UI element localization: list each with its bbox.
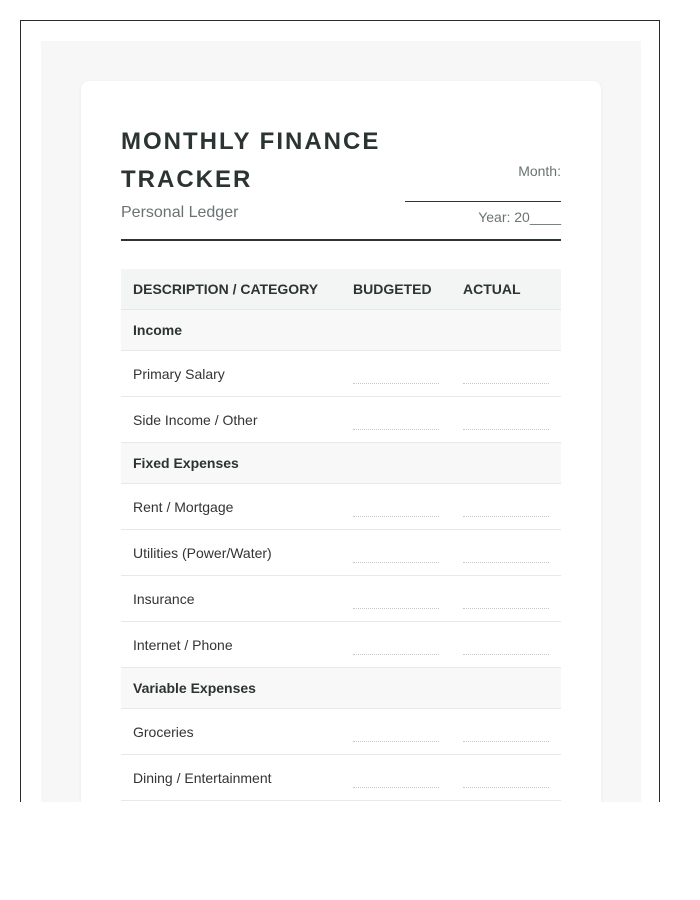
budgeted-cell — [341, 622, 451, 668]
budgeted-cell — [341, 484, 451, 530]
section-row-variable-expenses — [121, 668, 561, 709]
table-row — [121, 530, 561, 576]
actual-cell — [451, 484, 561, 530]
budgeted-entry-line[interactable] — [353, 654, 439, 655]
row-label: Rent / Mortgage — [121, 484, 341, 530]
table-row — [121, 622, 561, 668]
page-subtitle: Personal Ledger — [121, 204, 239, 221]
section-row-fixed-expenses — [121, 443, 561, 484]
actual-cell — [451, 530, 561, 576]
actual-cell — [451, 755, 561, 801]
budgeted-entry-line[interactable] — [353, 608, 439, 609]
budgeted-cell — [341, 576, 451, 622]
actual-entry-line[interactable] — [463, 654, 549, 655]
budgeted-entry-line[interactable] — [353, 787, 439, 788]
section-label: Fixed Expenses — [121, 443, 561, 484]
budgeted-cell — [341, 397, 451, 443]
section-label: Variable Expenses — [121, 668, 561, 709]
row-label: Side Income / Other — [121, 397, 341, 443]
budgeted-entry-line[interactable] — [353, 516, 439, 517]
actual-cell — [451, 351, 561, 397]
actual-entry-line[interactable] — [463, 741, 549, 742]
actual-entry-line[interactable] — [463, 429, 549, 430]
sheet-header — [121, 121, 561, 241]
budgeted-cell — [341, 351, 451, 397]
actual-entry-line[interactable] — [463, 787, 549, 788]
actual-cell — [451, 709, 561, 755]
section-row-income — [121, 310, 561, 351]
table-row — [121, 351, 561, 397]
ledger-table — [121, 269, 561, 801]
actual-cell — [451, 622, 561, 668]
budgeted-cell — [341, 530, 451, 576]
row-label: Dining / Entertainment — [121, 755, 341, 801]
page-backdrop — [41, 41, 641, 802]
column-header-description: DESCRIPTION / CATEGORY — [121, 269, 341, 310]
section-label: Income — [121, 310, 561, 351]
table-row — [121, 397, 561, 443]
row-label: Groceries — [121, 709, 341, 755]
budgeted-entry-line[interactable] — [353, 429, 439, 430]
actual-cell — [451, 576, 561, 622]
table-row — [121, 709, 561, 755]
column-header-budgeted: BUDGETED — [341, 269, 451, 310]
year-label: Year: 20____ — [478, 209, 561, 225]
budgeted-cell — [341, 755, 451, 801]
table-row — [121, 755, 561, 801]
row-label: Primary Salary — [121, 351, 341, 397]
budgeted-cell — [341, 709, 451, 755]
page-frame — [20, 20, 660, 802]
actual-entry-line[interactable] — [463, 562, 549, 563]
budgeted-entry-line[interactable] — [353, 741, 439, 742]
row-label: Utilities (Power/Water) — [121, 530, 341, 576]
budgeted-entry-line[interactable] — [353, 562, 439, 563]
actual-entry-line[interactable] — [463, 608, 549, 609]
budgeted-entry-line[interactable] — [353, 383, 439, 384]
actual-entry-line[interactable] — [463, 516, 549, 517]
row-label: Insurance — [121, 576, 341, 622]
row-label: Internet / Phone — [121, 622, 341, 668]
table-row — [121, 484, 561, 530]
column-header-actual: ACTUAL — [451, 269, 561, 310]
actual-cell — [451, 397, 561, 443]
table-header-row — [121, 269, 561, 310]
month-label: Month: — [518, 163, 561, 179]
table-row — [121, 576, 561, 622]
actual-entry-line[interactable] — [463, 383, 549, 384]
ledger-sheet — [81, 81, 601, 802]
page-title: MONTHLY FINANCE TRACKER — [121, 128, 381, 193]
month-entry-line[interactable] — [405, 201, 561, 202]
